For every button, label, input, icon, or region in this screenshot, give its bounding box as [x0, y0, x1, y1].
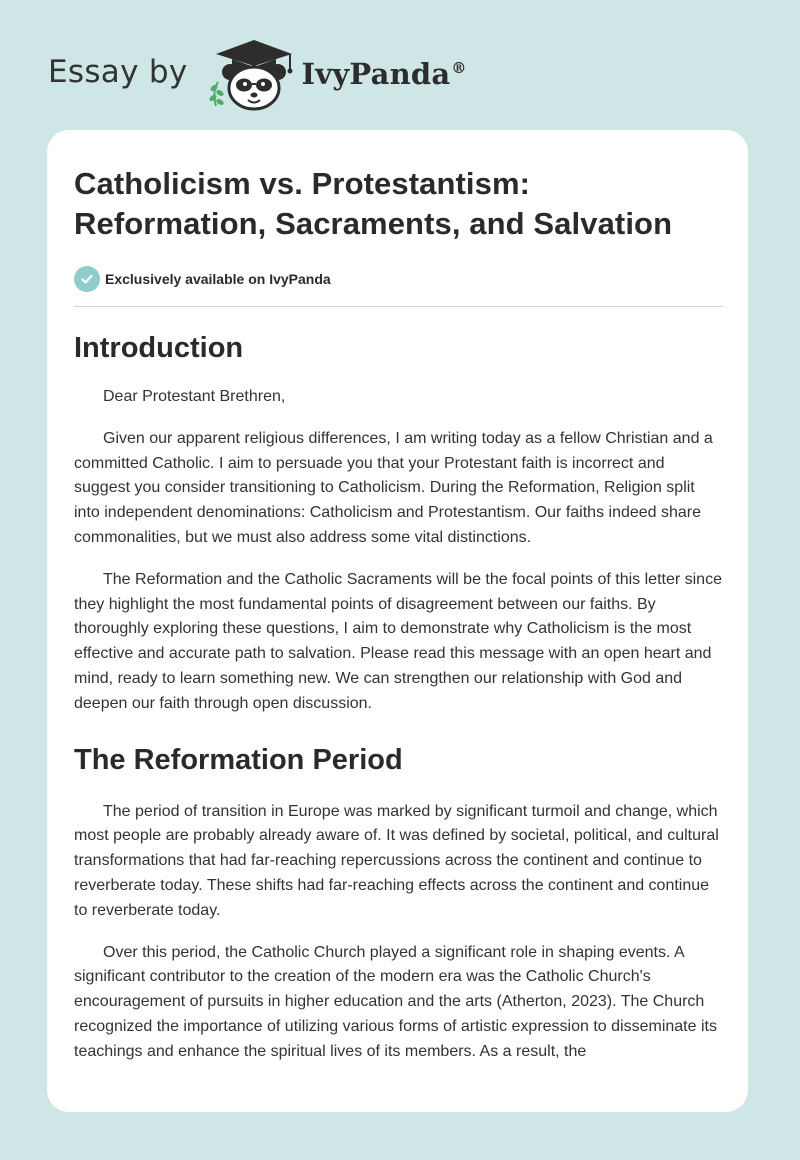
paragraph: Over this period, the Catholic Church played a significant role in shaping events. A significant contributor to the creation of the modern era was the Catholic Church's encouragement of pursuits in higher education and the arts (Atherton, 2023). The Church recognized the importance of utilizing various forms of artistic expression to disseminate its teachings and enhance the spiritual lives of its members. As a result, the: [74, 943, 717, 1060]
exclusive-badge-text: Exclusively available on IvyPanda: [105, 271, 331, 287]
registered-mark: ®: [451, 59, 467, 78]
title-line-1: Catholicism vs. Protestantism:: [74, 166, 531, 201]
exclusive-badge: [74, 266, 723, 292]
page-title: [74, 164, 723, 244]
title-divider: [74, 306, 723, 307]
site-header: [48, 34, 467, 114]
check-circle-icon: [74, 266, 100, 292]
section-heading-reformation-period: The Reformation Period: [74, 743, 403, 776]
panda-graduation-cap-logo-icon[interactable]: [206, 36, 298, 112]
brand-prefix: Essay by: [48, 54, 188, 90]
essay-content: [74, 164, 723, 1065]
brand-name-text: IvyPanda: [301, 57, 451, 91]
paragraph: The Reformation and the Catholic Sacraments will be the focal points of this letter since they highlight the most fundamental points of disagreement between our faiths. By thoroughly exploring these questions, I aim to demonstrate why Catholicism is the most effective and accurate path to salvation. Please read this message with an open heart and mind, ready to learn something new. We can strengthen our relationship with God and deepen our faith through open discussion.: [74, 570, 722, 712]
title-line-2: Reformation, Sacraments, and Salvation: [74, 206, 673, 241]
paragraph: Dear Protestant Brethren,: [103, 388, 286, 405]
paragraph: The period of transition in Europe was marked by significant turmoil and change, which most people are probably already aware of. It was defined by societal, political, and cultural transformations that had far-reaching repercussions across the continent and continue to reverberate today. These shifts had far-reaching effects across the continent and continue to reverberate today.: [74, 802, 719, 919]
essay-card: [47, 130, 748, 1112]
section-heading-introduction: Introduction: [74, 332, 244, 364]
paragraph: Given our apparent religious differences, I am writing today as a fellow Christian and a committed Catholic. I aim to persuade you that your Protestant faith is incorrect and suggest you consider transitioning to Catholicism. During the Reformation, Religion split into independent denominations: Catholicism and Protestantism. Our faiths indeed share commonalities, but we must also address some vital distinctions.: [74, 429, 713, 546]
brand-name[interactable]: [302, 57, 467, 91]
